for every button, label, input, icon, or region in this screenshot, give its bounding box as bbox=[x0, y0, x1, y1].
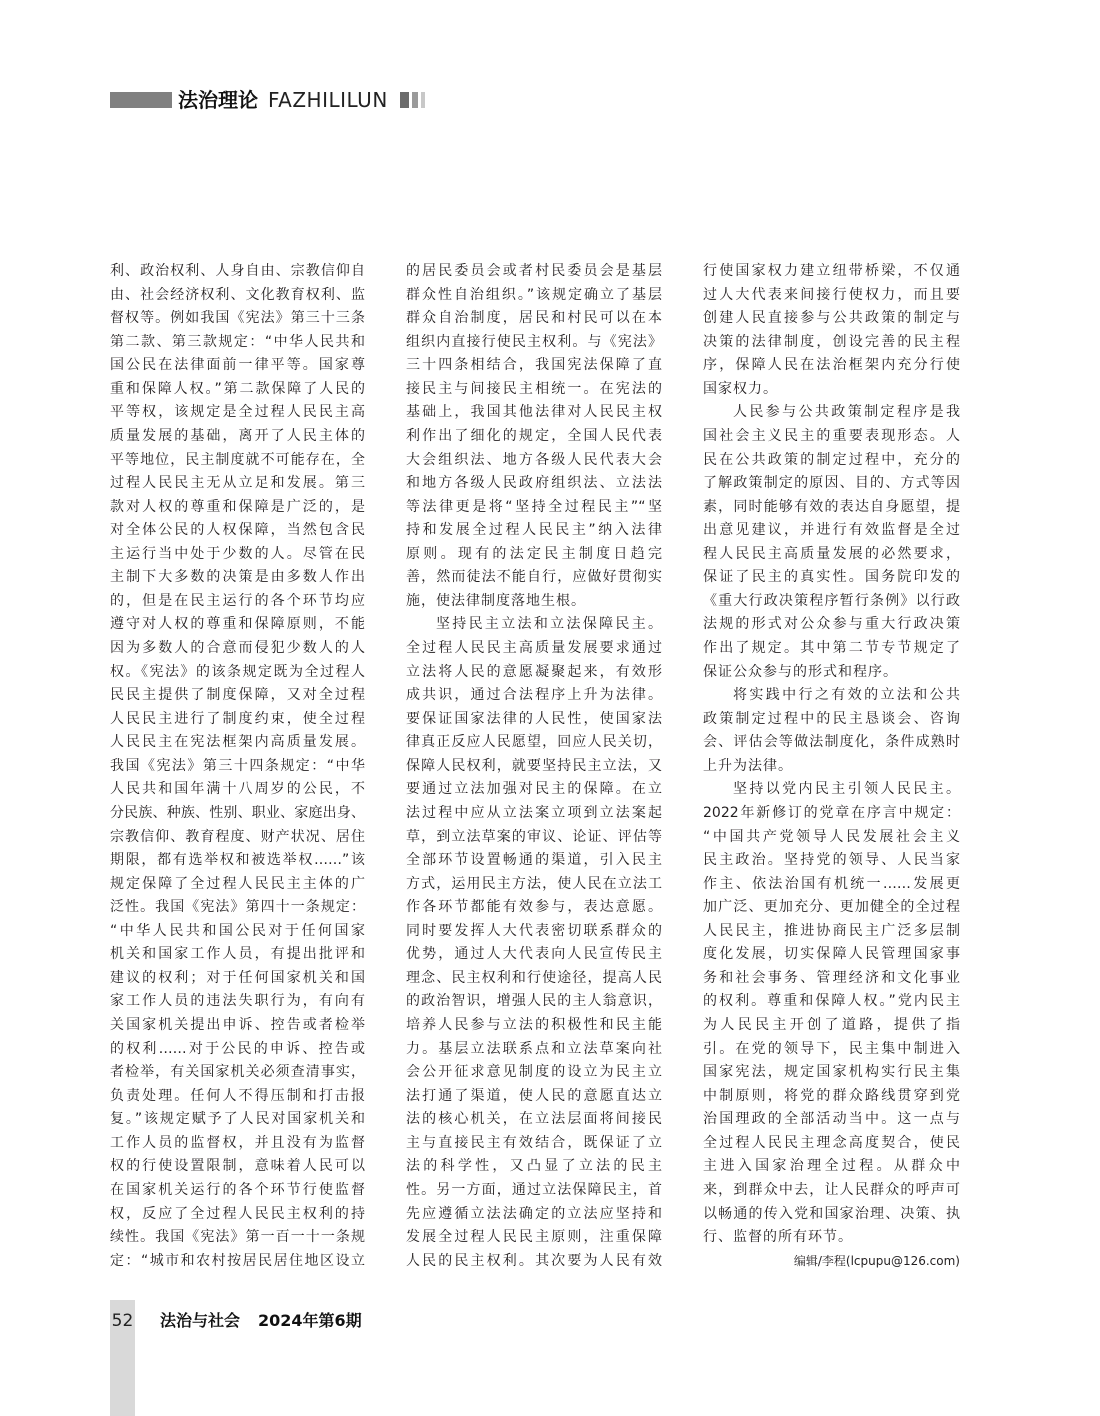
header-mark bbox=[400, 92, 409, 108]
text-line: 国社会主义民主的重要表现形态。人 bbox=[703, 427, 960, 444]
editor-credit: 编辑/李程(lcpupu@126.com) bbox=[793, 1254, 960, 1268]
text-line: 者检举，有关国家机关必须查清事实， bbox=[110, 1064, 365, 1081]
text-line: 会、评估会等做法制度化，条件成熟时 bbox=[703, 734, 960, 751]
section-title-cn: 法治理论 bbox=[178, 88, 258, 112]
text-line: “中国共产党领导人民发展社会主义 bbox=[703, 828, 960, 845]
issue-label: 2024年第6期 bbox=[258, 1311, 362, 1330]
text-line: 度化发展，切实保障人民管理国家事 bbox=[703, 946, 960, 963]
text-line: 序，保障人民在法治框架内充分行使 bbox=[703, 357, 960, 374]
text-line: 来，到群众中去，让人民群众的呼声可 bbox=[703, 1181, 960, 1198]
text-line: 关国家机关提出申诉、控告或者检举 bbox=[110, 1017, 365, 1033]
text-line: 行、监督的所有环节。 bbox=[703, 1229, 853, 1246]
text-line: 作主、依法治国有机统一……发展更 bbox=[703, 875, 960, 892]
text-line: 平等权，该规定是全过程人民民主高 bbox=[110, 404, 365, 421]
text-line: 建议的权利；对于任何国家机关和国 bbox=[110, 969, 365, 986]
text-line: 在国家机关运行的各个环节行使监督 bbox=[110, 1181, 365, 1198]
text-line: 优势，通过人大代表向人民宣传民主 bbox=[406, 946, 662, 963]
text-line: 草，到立法草案的审议、论证、评估等 bbox=[406, 828, 662, 845]
section-header bbox=[110, 86, 440, 114]
text-line: 主制下大多数的决策是由多数人作出 bbox=[110, 569, 365, 586]
text-line: 泛性。我国《宪法》第四十一条规定： bbox=[110, 899, 365, 916]
text-line: 人民民主，推进协商民主广泛多层制 bbox=[703, 922, 960, 939]
text-line: 作各环节都能有效参与，表达意愿。 bbox=[406, 899, 662, 916]
text-line: 分民族、种族、性别、职业、家庭出身、 bbox=[110, 804, 365, 821]
text-line: 工作人员的监督权，并且没有为监督 bbox=[110, 1134, 365, 1151]
text-line: 规定保障了全过程人民民主主体的广 bbox=[110, 875, 365, 892]
text-line: 续性。我国《宪法》第一百一十一条规 bbox=[110, 1229, 365, 1246]
text-line: 作出了规定。其中第二节专节规定了 bbox=[703, 640, 960, 656]
text-line: 主与直接民主有效结合，既保证了立 bbox=[406, 1134, 662, 1151]
text-line: 第二款、第三款规定：“中华人民共和 bbox=[110, 333, 365, 350]
text-line: 法规的形式对公众参与重大行政决策 bbox=[703, 616, 960, 633]
text-line: 善，然而徒法不能自行，应做好贯彻实 bbox=[406, 569, 662, 586]
text-column-3 bbox=[703, 260, 960, 1250]
text-line: 务和社会事务、管理经济和文化事业 bbox=[703, 969, 960, 986]
text-line: 因为多数人的合意而侵犯少数人的人 bbox=[110, 640, 365, 656]
text-line: 要通过立法加强对民主的保障。在立 bbox=[406, 781, 662, 798]
header-mark bbox=[412, 92, 418, 108]
text-line: 过程人民民主无从立足和发展。第三 bbox=[110, 475, 365, 492]
text-line: 权，反应了全过程人民民主权利的持 bbox=[110, 1205, 365, 1222]
text-line: 负责处理。任何人不得压制和打击报 bbox=[110, 1087, 365, 1104]
text-line: 质量发展的基础，离开了人民主体的 bbox=[110, 427, 365, 444]
text-line: 力。基层立法联系点和立法草案向社 bbox=[406, 1040, 662, 1057]
text-line: 群众性自治组织。”该规定确立了基层 bbox=[406, 286, 662, 303]
text-line: 出意见建议，并进行有效监督是全过 bbox=[703, 522, 960, 539]
text-column-1 bbox=[110, 260, 365, 1273]
text-line: 的权利……对于公民的申诉、控告或 bbox=[110, 1040, 365, 1057]
text-line: 性。另一方面，通过立法保障民主，首 bbox=[406, 1181, 662, 1198]
text-line: 基础上，我国其他法律对人民民主权 bbox=[406, 404, 662, 421]
text-line: 方式，运用民主方法，使人民在立法工 bbox=[406, 875, 662, 892]
text-line: 等法律更是将“坚持全过程民主”“坚 bbox=[406, 498, 662, 515]
text-line: 主运行当中处于少数的人。尽管在民 bbox=[110, 545, 365, 562]
header-end-marks bbox=[400, 92, 430, 108]
text-line: 接民主与间接民主相统一。在宪法的 bbox=[406, 380, 662, 397]
text-line: 复。”该规定赋予了人民对国家机关和 bbox=[110, 1111, 365, 1128]
text-line: 保证了民主的真实性。国务院印发的 bbox=[703, 569, 960, 586]
text-line: 国公民在法律面前一律平等。国家尊 bbox=[110, 357, 365, 374]
text-line: 人民参与公共政策制定程序是我 bbox=[733, 404, 960, 421]
text-line: 成共识，通过合法程序上升为法律。 bbox=[406, 687, 662, 704]
text-line: 定：“城市和农村按居民居住地区设立 bbox=[110, 1252, 365, 1269]
text-line: 款对人权的尊重和保障是广泛的，是 bbox=[110, 498, 365, 515]
text-line: 群众自治制度，居民和村民可以在本 bbox=[406, 310, 662, 327]
text-line: 将实践中行之有效的立法和公共 bbox=[733, 687, 960, 704]
text-line: 法的科学性，又凸显了立法的民主 bbox=[406, 1158, 662, 1175]
text-line: 理念、民主权利和行使途径，提高人民 bbox=[406, 969, 662, 986]
text-line: 中制原则，将党的群众路线贯穿到党 bbox=[703, 1087, 960, 1104]
text-line: 培养人民参与立法的积极性和民主能 bbox=[406, 1017, 662, 1033]
text-line: 组织内直接行使民主权利。与《宪法》 bbox=[406, 333, 662, 350]
text-line: 平等地位，民主制度就不可能存在，全 bbox=[110, 451, 365, 468]
text-line: “中华人民共和国公民对于任何国家 bbox=[110, 922, 365, 939]
text-line: 同时要发挥人大代表密切联系群众的 bbox=[406, 922, 662, 939]
text-line: 律真正反应人民愿望，回应人民关切， bbox=[406, 734, 662, 751]
text-line: 原则。现有的法定民主制度日趋完 bbox=[406, 545, 662, 562]
text-line: 素，同时能够有效的表达自身愿望，提 bbox=[703, 498, 960, 515]
text-line: 人民民主进行了制度约束，使全过程 bbox=[110, 710, 365, 727]
text-line: 机关和国家工作人员，有提出批评和 bbox=[110, 946, 365, 963]
text-line: 全过程人民民主高质量发展要求通过 bbox=[406, 640, 662, 656]
text-line: 权的行使设置限制，意味着人民可以 bbox=[110, 1158, 365, 1175]
text-line: 治国理政的全部活动当中。这一点与 bbox=[703, 1111, 960, 1128]
text-line: 主进入国家治理全过程。从群众中 bbox=[703, 1158, 960, 1175]
text-line: 会公开征求意见制度的设立为民主立 bbox=[406, 1064, 662, 1081]
text-line: 民在公共政策的制定过程中，充分的 bbox=[703, 451, 960, 468]
text-line: 和地方各级人民政府组织法、立法法 bbox=[406, 475, 662, 492]
text-line: 对全体公民的人权保障，当然包含民 bbox=[110, 522, 365, 539]
text-line: 《重大行政决策程序暂行条例》以行政 bbox=[703, 592, 960, 609]
text-line: 发展全过程人民民主原则，注重保障 bbox=[406, 1229, 662, 1246]
text-line: 创建人民直接参与公共政策的制定与 bbox=[703, 310, 960, 327]
text-line: 引。在党的领导下，民主集中制进入 bbox=[703, 1040, 960, 1057]
text-line: 保证公众参与的形式和程序。 bbox=[703, 663, 898, 680]
text-line: 我国《宪法》第三十四条规定：“中华 bbox=[110, 757, 365, 774]
text-line: 行使国家权力建立纽带桥梁，不仅通 bbox=[703, 263, 960, 279]
text-line: 国家宪法，规定国家机构实行民主集 bbox=[703, 1064, 960, 1081]
header-mark bbox=[421, 92, 425, 108]
text-line: 法过程中应从立法案立项到立法案起 bbox=[406, 804, 662, 821]
page-number-strip bbox=[110, 1300, 135, 1416]
text-line: 先应遵循立法法确定的立法应坚持和 bbox=[406, 1205, 662, 1222]
text-line: 家工作人员的违法失职行为，有向有 bbox=[110, 993, 365, 1010]
text-line: 上升为法律。 bbox=[703, 757, 793, 774]
text-line: 利、政治权利、人身自由、宗教信仰自 bbox=[110, 263, 365, 279]
text-line: 的，但是在民主运行的各个环节均应 bbox=[110, 592, 365, 609]
text-line: 的政治智识，增强人民的主人翁意识， bbox=[406, 993, 662, 1010]
text-line: 了解政策制定的原因、目的、方式等因 bbox=[703, 475, 960, 492]
text-line: 决策的法律制度，创设完善的民主程 bbox=[703, 333, 960, 350]
text-line: 的权利。尊重和保障人权。”党内民主 bbox=[703, 993, 960, 1010]
text-line: 遵守对人权的尊重和保障原则，不能 bbox=[110, 616, 365, 633]
text-line: 全过程人民民主理念高度契合，使民 bbox=[703, 1134, 960, 1151]
text-line: 民主政治。坚持党的领导、人民当家 bbox=[703, 852, 960, 869]
text-line: 大会组织法、地方各级人民代表大会 bbox=[406, 451, 662, 468]
text-line: 全部环节设置畅通的渠道，引入民主 bbox=[406, 852, 662, 869]
journal-name: 法治与社会 bbox=[160, 1311, 241, 1330]
text-line: 期限，都有选举权和被选举权……”该 bbox=[110, 852, 365, 869]
text-line: 立法将人民的意愿凝聚起来，有效形 bbox=[406, 663, 662, 680]
text-line: 利作出了细化的规定，全国人民代表 bbox=[406, 427, 662, 444]
text-line: 国家权力。 bbox=[703, 380, 778, 397]
text-line: 法打通了渠道，使人民的意愿直达立 bbox=[406, 1087, 662, 1104]
text-line: 政策制定过程中的民主恳谈会、咨询 bbox=[703, 710, 960, 727]
page-number: 52 bbox=[111, 1311, 134, 1331]
text-line: 法的核心机关，在立法层面将间接民 bbox=[406, 1111, 662, 1128]
text-line: 人民的民主权利。其次要为人民有效 bbox=[406, 1252, 662, 1269]
text-line: 要保证国家法律的人民性，使国家法 bbox=[406, 710, 662, 727]
text-column-2 bbox=[406, 260, 662, 1273]
text-line: 权。《宪法》的该条规定既为全过程人 bbox=[110, 663, 365, 680]
text-line: 坚持民主立法和立法保障民主。 bbox=[436, 616, 662, 633]
text-line: 2022年新修订的党章在序言中规定： bbox=[703, 804, 960, 821]
text-line: 民民主提供了制度保障，又对全过程 bbox=[110, 687, 365, 704]
text-line: 程人民民主高质量发展的必然要求， bbox=[703, 545, 960, 562]
text-line: 坚持以党内民主引领人民民主。 bbox=[733, 781, 960, 798]
text-line: 为人民民主开创了道路，提供了指 bbox=[703, 1017, 960, 1033]
section-title-en: FAZHILILUN bbox=[268, 88, 388, 112]
text-line: 宗教信仰、教育程度、财产状况、居住 bbox=[110, 828, 365, 845]
text-line: 持和发展全过程人民民主”纳入法律 bbox=[406, 522, 662, 539]
text-line: 施，使法律制度落地生根。 bbox=[406, 592, 586, 609]
text-line: 人民民主在宪法框架内高质量发展。 bbox=[110, 734, 365, 751]
header-bar bbox=[110, 92, 172, 108]
text-line: 重和保障人权。”第二款保障了人民的 bbox=[110, 380, 365, 397]
text-line: 以畅通的传入党和国家治理、决策、执 bbox=[703, 1205, 960, 1222]
text-line: 人民共和国年满十八周岁的公民，不 bbox=[110, 781, 365, 798]
text-line: 督权等。例如我国《宪法》第三十三条 bbox=[110, 310, 365, 327]
text-line: 加广泛、更加充分、更加健全的全过程 bbox=[703, 899, 960, 916]
text-line: 过人大代表来间接行使权力，而且要 bbox=[703, 286, 960, 303]
text-line: 保障人民权利，就要坚持民主立法，又 bbox=[406, 757, 662, 774]
text-line: 由、社会经济权利、文化教育权利、监 bbox=[110, 286, 365, 303]
text-line: 的居民委员会或者村民委员会是基层 bbox=[406, 263, 662, 279]
text-line: 三十四条相结合，我国宪法保障了直 bbox=[406, 357, 662, 374]
